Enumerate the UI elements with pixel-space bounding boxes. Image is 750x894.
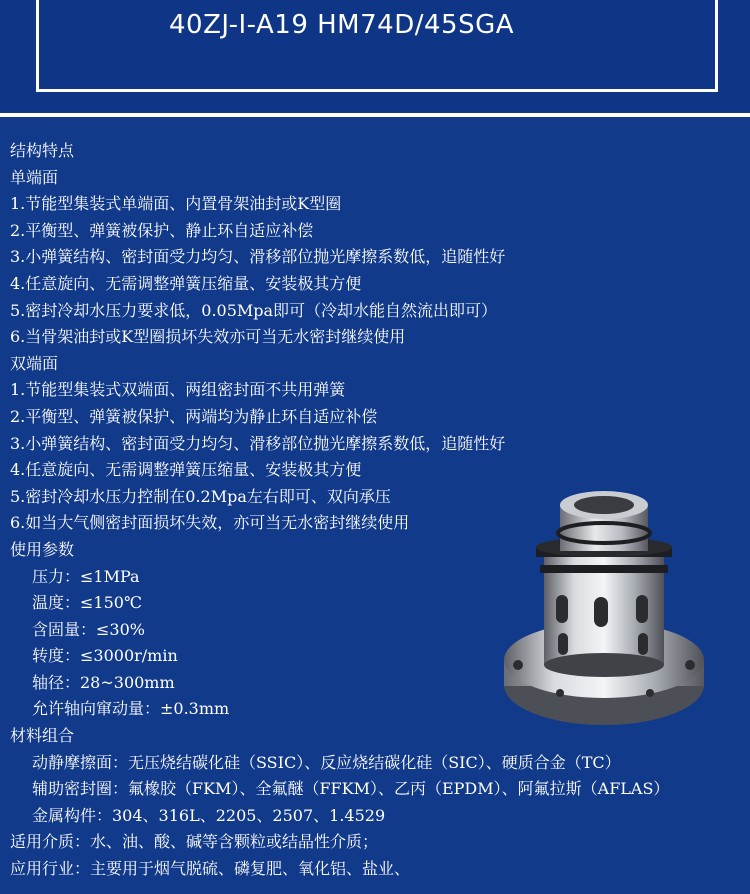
spec-line: 动静摩擦面：无压烧结碳化硅（SSIC）、反应烧结碳化硅（SIC）、硬质合金（TC） bbox=[32, 752, 621, 772]
spec-line: 金属构件：304、316L、2205、2507、1.4529 bbox=[32, 805, 386, 825]
spec-line: 结构特点 bbox=[10, 141, 75, 160]
spec-line: 5.密封冷却水压力控制在0.2Mpa左右即可、双向承压 bbox=[10, 486, 391, 506]
spec-line: 6.如当大气侧密封面损坏失效，亦可当无水密封继续使用 bbox=[10, 513, 410, 533]
spec-line: 转度：≤3000r/min bbox=[32, 646, 178, 666]
spec-line: 2.平衡型、弹簧被保护、静止环自适应补偿 bbox=[10, 220, 314, 240]
spec-line: 2.平衡型、弹簧被保护、两端均为静止环自适应补偿 bbox=[10, 406, 378, 426]
spec-line: 5.密封冷却水压力要求低，0.05Mpa即可（冷却水能自然流出即可） bbox=[10, 300, 498, 320]
spec-line: 3.小弹簧结构、密封面受力均匀、滑移部位抛光摩擦系数低，追随性好 bbox=[10, 433, 506, 453]
spec-line: 4.任意旋向、无需调整弹簧压缩量、安装极其方便 bbox=[10, 273, 362, 293]
spec-line: 材料组合 bbox=[10, 726, 75, 746]
spec-line: 单端面 bbox=[10, 167, 59, 187]
spec-line: 压力：≤1MPa bbox=[32, 566, 140, 586]
spec-line: 轴径：28~300mm bbox=[32, 672, 175, 692]
header-divider bbox=[0, 113, 750, 117]
spec-line: 适用介质：水、油、酸、碱等含颗粒或结晶性介质； bbox=[10, 832, 379, 852]
spec-line: 温度：≤150℃ bbox=[32, 593, 142, 613]
spec-line: 允许轴向窜动量：±0.3mm bbox=[32, 699, 230, 719]
spec-line: 辅助密封圈：氟橡胶（FKM）、全氟醚（FFKM）、乙丙（EPDM）、阿氟拉斯（AFLAS） bbox=[32, 779, 670, 799]
mechanical-seal-product-image bbox=[500, 485, 708, 730]
spec-line: 1.节能型集装式单端面、内置骨架油封或K型圈 bbox=[10, 194, 342, 214]
spec-line: 4.任意旋向、无需调整弹簧压缩量、安装极其方便 bbox=[10, 460, 362, 480]
spec-line: 应用行业：主要用于烟气脱硫、磷复肥、氧化铝、盐业、 bbox=[10, 859, 411, 879]
header-bar bbox=[0, 0, 750, 112]
spec-line: 使用参数 bbox=[10, 539, 75, 559]
spec-line: 双端面 bbox=[10, 353, 59, 373]
spec-line: 1.节能型集装式双端面、两组密封面不共用弹簧 bbox=[10, 380, 346, 400]
spec-line: 3.小弹簧结构、密封面受力均匀、滑移部位抛光摩擦系数低，追随性好 bbox=[10, 247, 506, 267]
spec-line: 6.当骨架油封或K型圈损坏失效亦可当无水密封继续使用 bbox=[10, 327, 406, 347]
spec-line: 含固量：≤30% bbox=[32, 619, 145, 639]
header-title-frame bbox=[36, 0, 718, 92]
product-title: 40ZJ-I-A19 HM74D/45SGA bbox=[169, 10, 515, 40]
